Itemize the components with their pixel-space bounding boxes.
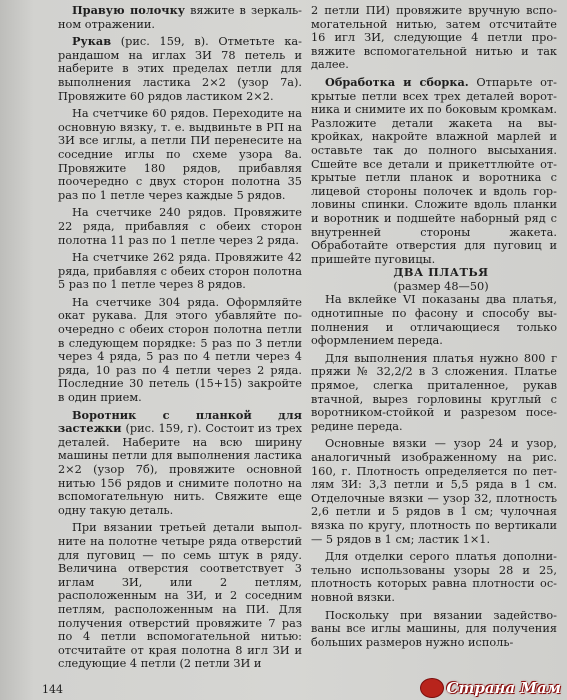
paragraph-finishing: [311, 76, 557, 266]
section-title: ДВА ПЛАТЬЯ: [393, 265, 489, 280]
paragraph-sleeve: [58, 35, 302, 103]
paragraph-text: При вязании третьей детали выполните на полотне четыре ряда отверстий для пуговиц — по семь штук в ряду. Величина отверстия соответствует 3 иглам ЗИ, или 2 петлям, расположенным на ЗИ, и 2 соседним петлям, расположенным на ПИ. Для получения отверстий провяжите 7 раз по 4 петли вспомогательной нитью: отсчитайте от края полотна 8 игл ЗИ и следующие 4 петли (2 петли ЗИ и: [58, 521, 302, 671]
paragraph-text: На счетчике 304 ряда. Оформляйте окат рукава. Для этого убавляйте поочередно с обеих сторон полотна петли в следующем порядке: 5 раз по 3 петли через 4 ряда, 5 раз по 4 петли через 4 ряда, 10 раз по 4 петли через 2 ряда. Последние 30 петель (15+15) закройте в один прием.: [58, 295, 302, 405]
paragraph-text: Основные вязки — узор 24 и узор, аналогичный изображенному на рис. 160, г. Плотность определяется по петлям ЗИ: 3,3 петли и 5,5 ряда в 1 см. Отделочные вязки — узор 32, плотность 2,6 петли и 5 рядов в 1 см; чулочная вязка по кругу, плотность по вертикали — 5 рядов в 1 см; ластик 1×1.: [311, 437, 557, 546]
paragraph-continuation: [311, 4, 557, 72]
paragraph-lead: Обработка и сборка.: [325, 74, 469, 89]
paragraph-main-stitches: [311, 437, 557, 546]
paragraph-text: На счетчике 240 рядов. Провяжите 22 ряда, прибавляя с обеих сторон полотна 11 раз по 1 петле через 2 ряда.: [58, 206, 302, 247]
paragraph-grey-dress: [311, 550, 557, 604]
right-column: [311, 4, 557, 649]
paragraph-lead: Воротник с планкой для застежки: [58, 407, 302, 436]
paragraph-counter-60: [58, 107, 302, 202]
paragraph-counter-304: [58, 296, 302, 405]
paragraph-text: (рис. 159, в). Отметьте карандашом на иглах ЗИ 78 петель и наберите в этих пределах петли для выполнения ластика 2×2 (узор 7а). Провяжите 60 рядов ластиком 2×2.: [58, 35, 302, 103]
paragraph-text: 2 петли ПИ) провяжите вручную вспомогательной нитью, затем отсчитайте 16 игл ЗИ, следующие 4 петли провяжите вспомогательной нитью и так далее.: [311, 4, 557, 72]
site-watermark: [420, 678, 561, 698]
paragraph-counter-262: [58, 251, 302, 292]
paragraph-text: (рис. 159, г). Состоит из трех деталей. Наберите на всю ширину машины петли для выполнения ластика 2×2 (узор 7б), провяжите основной нитью 156 рядов и снимите полотно на вспомогательную нить. Свяжите еще одну такую деталь.: [58, 422, 302, 517]
paragraph-buttonholes: [58, 521, 302, 671]
left-column: [58, 4, 302, 671]
paragraph-needles: [311, 609, 557, 650]
paragraph-text: Для выполнения платья нужно 800 г пряжи № 32,2/2 в 3 сложения. Платье прямое, слегка приталенное, рукав втачной, вырез горловины круглый с воротником-стойкой и разрезом посередине переда.: [311, 351, 557, 433]
paragraph-insert: [311, 293, 557, 347]
section-subtitle: (размер 48—50): [393, 279, 489, 293]
paragraph-counter-240: [58, 206, 302, 247]
paragraph-text: На вклейке VI показаны два платья, однотипные по фасону и способу выполнения и отличающиеся только оформлением переда.: [311, 293, 557, 348]
paragraph-yarn: [311, 352, 557, 434]
paragraph-lead: Правую полочку: [72, 3, 185, 17]
paragraph-text: вяжите в зеркальном отражении.: [58, 4, 302, 31]
watermark-text: Страна Мам: [446, 679, 561, 697]
paragraph-text: Для отделки серого платья дополнительно использованы узоры 28 и 25, плотность которых равна плотности основной вязки.: [311, 550, 557, 604]
page-number: 144: [42, 683, 63, 696]
paragraph-text: Поскольку при вязании задействованы все иглы машины, для получения больших размеров нужно исполь-: [311, 608, 557, 649]
paragraph-text: На счетчике 60 рядов. Переходите на основную вязку, т. е. выдвиньте в РП на ЗИ все иглы, а петли ПИ перенесите на соседние иглы по схеме узора 8а. Провяжите 180 рядов, прибавляя поочередно с двух сторон полотна 35 раз по 1 петле через каждые 5 рядов.: [58, 107, 302, 202]
paragraph-text: Отпарьте открытые петли всех трех деталей воротника и снимите их по боковым кромкам. Разложите детали жакета на выкройках, накройте влажной марлей и оставьте так до полного высыхания. Сшейте все детали и прикеттлюйте открытые петли планок и воротника с лицевой стороны полочек и вдоль горловины спинки. Сложите вдоль планки и воротник и подшейте наборный ряд с внутренней стороны жакета. Обработайте отверстия для пуговиц и пришейте пуговицы.: [311, 75, 557, 266]
paragraph-lead: Рукав: [72, 34, 112, 49]
paragraph-collar: [58, 409, 302, 518]
paragraph-text: На счетчике 262 ряда. Провяжите 42 ряда, прибавляя с обеих сторон полотна 5 раз по 1 петле через 8 рядов.: [58, 251, 302, 292]
watermark-logo-icon: [420, 678, 444, 698]
paragraph-right-front: [58, 4, 302, 31]
